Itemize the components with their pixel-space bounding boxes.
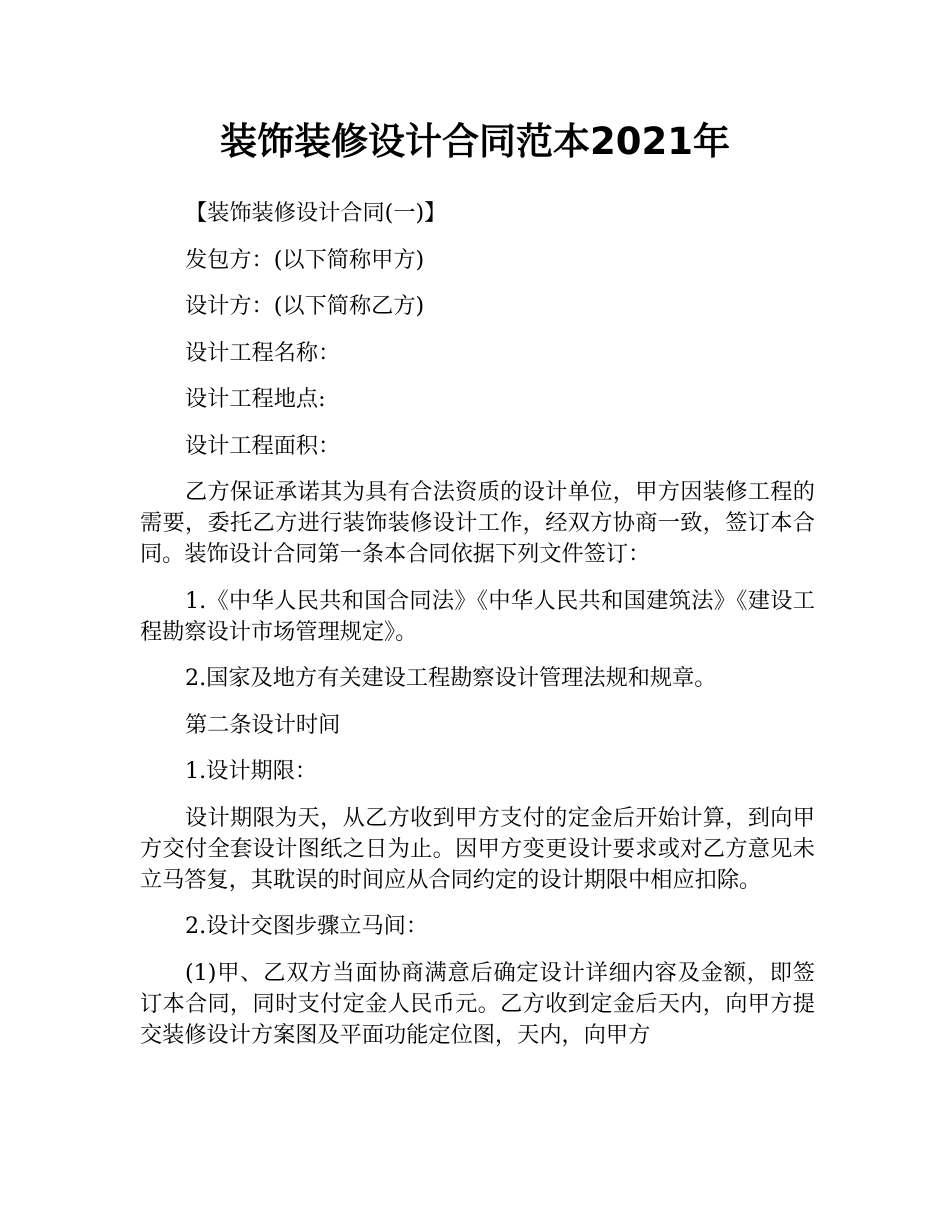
- designer-field: 设计方：(以下简称乙方): [185, 293, 425, 319]
- design-period-heading: 1.设计期限：: [185, 758, 318, 784]
- design-period-paragraph: 设计期限为天，从乙方收到甲方支付的定金后开始计算，到向甲方交付全套设计图纸之日为止。因甲方变更设计要求或对乙方意见未立马答复，其耽误的时间应从合同约定的设计期限中相应扣除。: [140, 804, 815, 893]
- basis-item-2: 2.国家及地方有关建设工程勘察设计管理法规和规章。: [185, 665, 717, 691]
- basis-item-1: 1.《中华人民共和国合同法》《中华人民共和国建筑法》《建设工程勘察设计市场管理规定》。: [140, 587, 815, 645]
- project-location-field: 设计工程地点:: [185, 386, 326, 412]
- employer-field: 发包方：(以下简称甲方): [185, 246, 425, 273]
- section-heading: 【装饰装修设计合同(一)】: [185, 200, 447, 226]
- delivery-steps-heading: 2.设计交图步骤立马间：: [185, 913, 429, 939]
- delivery-step-1: (1)甲、乙双方当面协商满意后确定设计详细内容及金额，即签订本合同，同时支付定金人民币元。乙方收到定金后天内，向甲方提交装修设计方案图及平面功能定位图，天内，向甲方: [140, 959, 815, 1048]
- document-title: 装饰装修设计合同范本2021年: [220, 120, 730, 163]
- project-area-field: 设计工程面积：: [185, 432, 341, 459]
- project-name-field: 设计工程名称：: [185, 339, 341, 366]
- intro-paragraph: 乙方保证承诺其为具有合法资质的设计单位，甲方因装修工程的需要，委托乙方进行装饰装修设计工作，经双方协商一致，签订本合同。装饰设计合同第一条本合同依据下列文件签订：: [140, 479, 815, 567]
- article-2-heading: 第二条设计时间: [185, 711, 341, 738]
- document-body: [140, 198, 815, 1066]
